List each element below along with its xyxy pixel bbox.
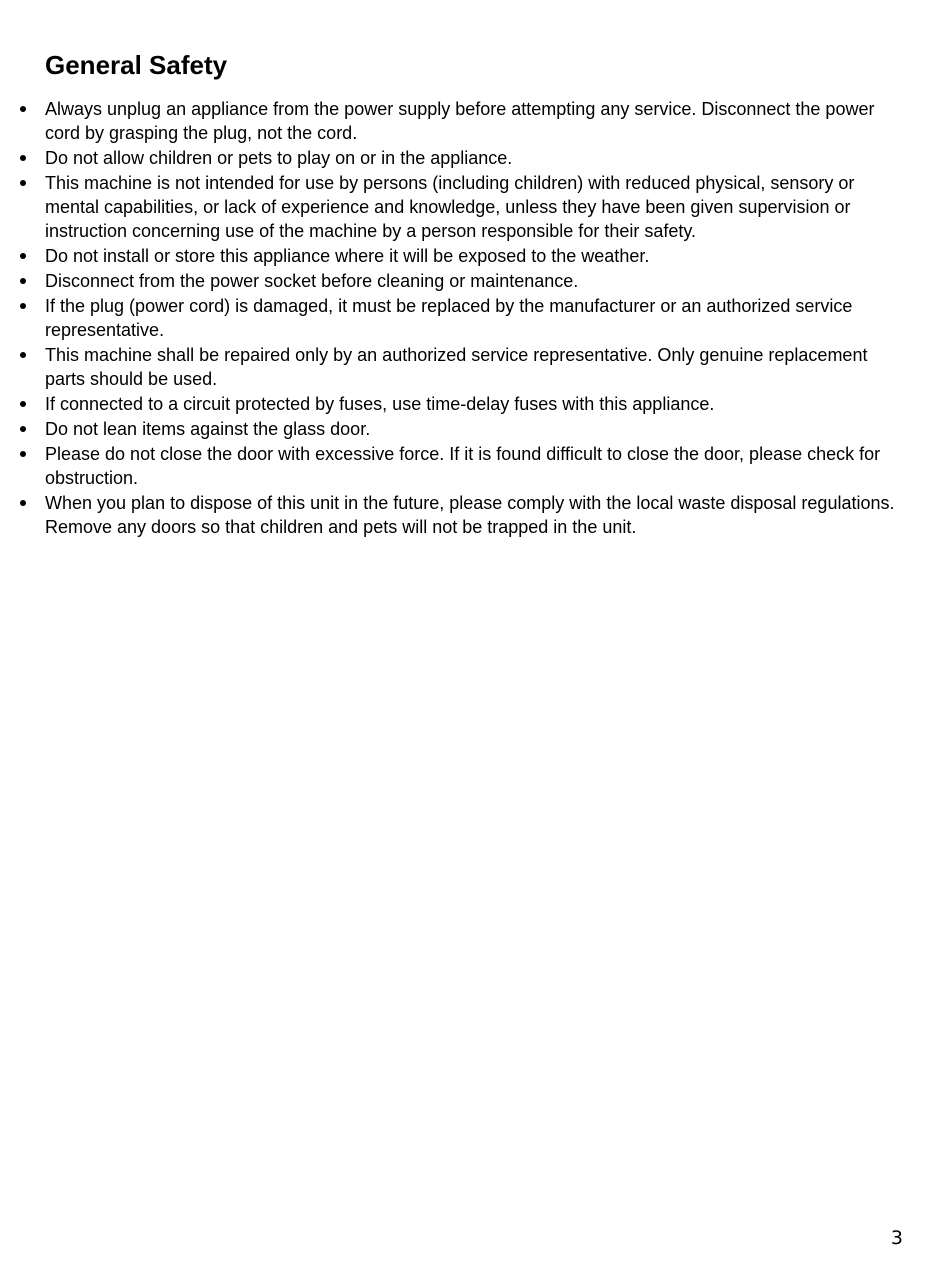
list-item-text: When you plan to dispose of this unit in the future, please comply with the local waste disposal regulations. Remove any doors so that children and pets will not be trapped in the unit. <box>45 493 895 537</box>
bullet-icon <box>20 253 26 259</box>
list-item-text: If the plug (power cord) is damaged, it must be replaced by the manufacturer or an authorized service representative. <box>45 296 853 340</box>
bullet-icon <box>20 500 26 506</box>
list-item <box>0 269 910 293</box>
bullet-icon <box>20 278 26 284</box>
page-number: 3 <box>890 1227 903 1249</box>
safety-bullet-list <box>0 97 910 540</box>
bullet-icon <box>20 155 26 161</box>
list-item <box>0 97 910 145</box>
list-item-text: This machine shall be repaired only by an authorized service representative. Only genuine replacement parts should be used. <box>45 345 868 389</box>
list-item-text: Do not install or store this appliance where it will be exposed to the weather. <box>45 246 650 266</box>
list-item-text: Always unplug an appliance from the power supply before attempting any service. Disconnect the power cord by grasping the plug, not the cord. <box>45 99 875 143</box>
list-item <box>0 417 910 441</box>
list-item-text: This machine is not intended for use by persons (including children) with reduced physical, sensory or mental capabilities, or lack of experience and knowledge, unless they have been given supervision or instruction concerning use of the machine by a person responsible for their safety. <box>45 173 855 241</box>
list-item <box>0 491 910 539</box>
list-item <box>0 146 910 170</box>
list-item <box>0 442 910 490</box>
list-item-text: Disconnect from the power socket before cleaning or maintenance. <box>45 271 579 291</box>
list-item-text: If connected to a circuit protected by fuses, use time-delay fuses with this appliance. <box>45 394 715 414</box>
bullet-icon <box>20 426 26 432</box>
section-heading: General Safety <box>45 50 228 80</box>
list-item <box>0 392 910 416</box>
list-item <box>0 343 910 391</box>
bullet-icon <box>20 180 26 186</box>
bullet-icon <box>20 106 26 112</box>
list-item-text: Please do not close the door with excessive force. If it is found difficult to close the door, please check for obstruction. <box>45 444 881 488</box>
bullet-icon <box>20 451 26 457</box>
list-item-text: Do not lean items against the glass door. <box>45 419 371 439</box>
bullet-icon <box>20 352 26 358</box>
list-item <box>0 294 910 342</box>
bullet-icon <box>20 303 26 309</box>
bullet-icon <box>20 401 26 407</box>
list-item-text: Do not allow children or pets to play on or in the appliance. <box>45 148 513 168</box>
list-item <box>0 171 910 243</box>
list-item <box>0 244 910 268</box>
